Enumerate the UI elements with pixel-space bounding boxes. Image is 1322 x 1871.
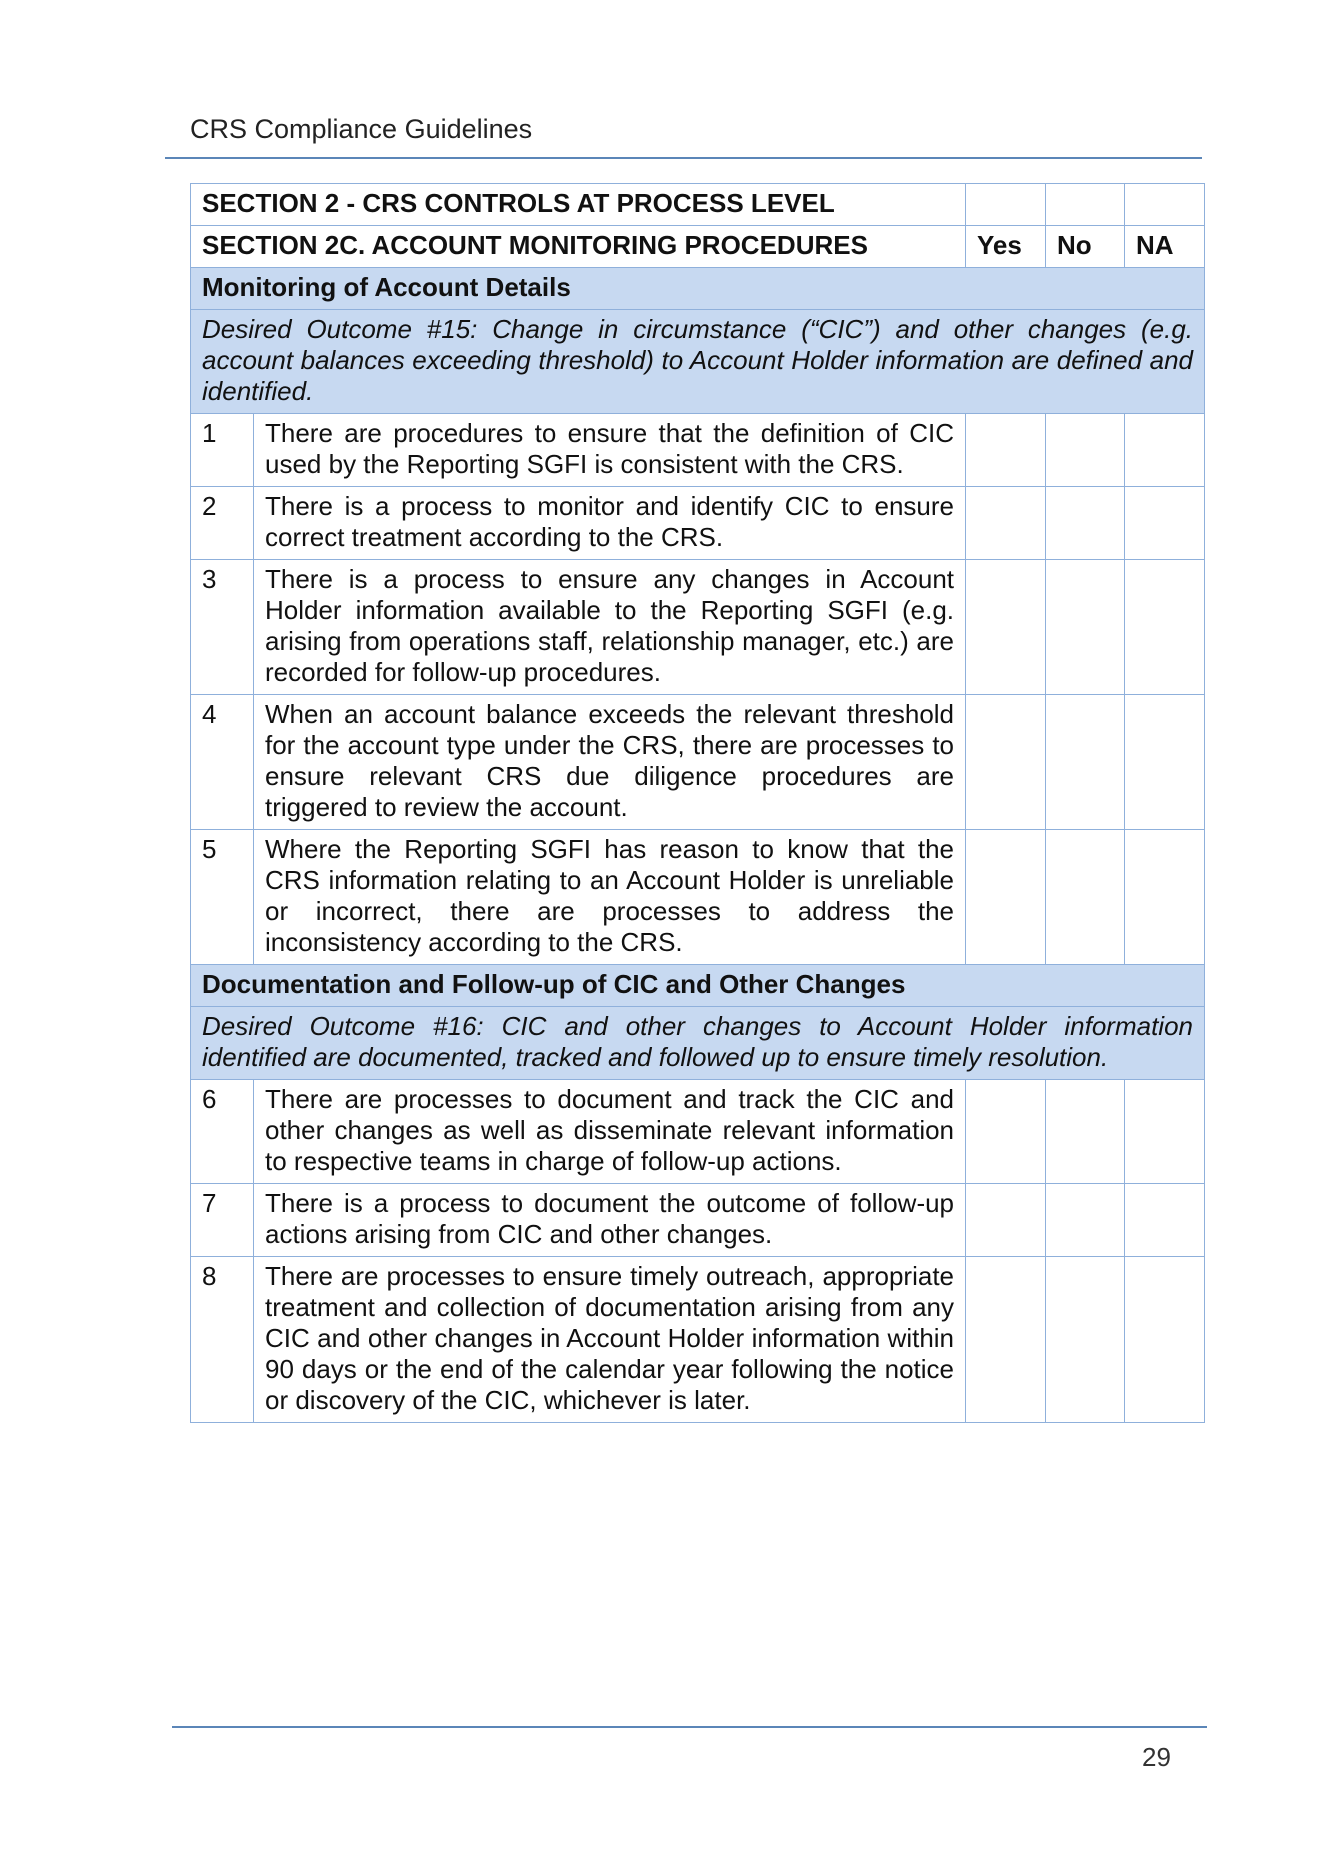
na-checkbox-cell[interactable] (1125, 1080, 1205, 1184)
checklist-item-row (191, 1184, 1205, 1257)
yes-checkbox-cell[interactable] (966, 487, 1046, 560)
na-checkbox-cell[interactable] (1125, 487, 1205, 560)
na-checkbox-cell[interactable] (1125, 1257, 1205, 1423)
no-checkbox-cell[interactable] (1046, 560, 1125, 695)
item-text: There are processes to ensure timely outreach, appropriate treatment and collection of documentation arising from any CIC and other changes in Account Holder information within 90 days or the end of the calendar year following the notice or discovery of the CIC, whichever is later. (254, 1257, 966, 1423)
checklist-item-row (191, 560, 1205, 695)
compliance-checklist-table (190, 183, 1205, 1423)
yes-checkbox-cell[interactable] (966, 1080, 1046, 1184)
no-checkbox-cell[interactable] (1046, 830, 1125, 965)
section-no-cell (1046, 184, 1125, 226)
desired-outcome-row (191, 310, 1205, 414)
group-heading: Documentation and Follow-up of CIC and Other Changes (191, 965, 1205, 1007)
item-text: Where the Reporting SGFI has reason to know that the CRS information relating to an Account Holder is unreliable or incorrect, there are processes to address the inconsistency according to the CRS. (254, 830, 966, 965)
item-number: 4 (191, 695, 254, 830)
no-checkbox-cell[interactable] (1046, 1080, 1125, 1184)
na-checkbox-cell[interactable] (1125, 560, 1205, 695)
item-text: There are processes to document and track the CIC and other changes as well as disseminate relevant information to respective teams in charge of follow-up actions. (254, 1080, 966, 1184)
no-checkbox-cell[interactable] (1046, 695, 1125, 830)
checklist-item-row (191, 1257, 1205, 1423)
group-heading-row (191, 965, 1205, 1007)
yes-checkbox-cell[interactable] (966, 830, 1046, 965)
item-text: When an account balance exceeds the relevant threshold for the account type under the CRS, there are processes to ensure relevant CRS due diligence procedures are triggered to review the account. (254, 695, 966, 830)
desired-outcome: Desired Outcome #15: Change in circumstance (“CIC”) and other changes (e.g. account balances exceeding threshold) to Account Holder information are defined and identified. (191, 310, 1205, 414)
yes-checkbox-cell[interactable] (966, 560, 1046, 695)
subsection-title: SECTION 2C. ACCOUNT MONITORING PROCEDURES (191, 226, 966, 268)
section-yes-cell (966, 184, 1046, 226)
section-title-row (191, 184, 1205, 226)
item-number: 8 (191, 1257, 254, 1423)
yes-checkbox-cell[interactable] (966, 1184, 1046, 1257)
yes-checkbox-cell[interactable] (966, 414, 1046, 487)
group-heading: Monitoring of Account Details (191, 268, 1205, 310)
desired-outcome-row (191, 1007, 1205, 1080)
header-rule (165, 157, 1202, 159)
page-header-title: CRS Compliance Guidelines (190, 114, 533, 144)
yes-checkbox-cell[interactable] (966, 1257, 1046, 1423)
item-text: There are procedures to ensure that the definition of CIC used by the Reporting SGFI is consistent with the CRS. (254, 414, 966, 487)
na-checkbox-cell[interactable] (1125, 1184, 1205, 1257)
footer-rule (172, 1726, 1207, 1728)
column-header-yes: Yes (966, 226, 1046, 268)
group-heading-row (191, 268, 1205, 310)
item-text: There is a process to monitor and identify CIC to ensure correct treatment according to the CRS. (254, 487, 966, 560)
desired-outcome: Desired Outcome #16: CIC and other changes to Account Holder information identified are documented, tracked and followed up to ensure timely resolution. (191, 1007, 1205, 1080)
item-number: 2 (191, 487, 254, 560)
section-title: SECTION 2 - CRS CONTROLS AT PROCESS LEVEL (191, 184, 966, 226)
item-number: 5 (191, 830, 254, 965)
no-checkbox-cell[interactable] (1046, 414, 1125, 487)
item-number: 3 (191, 560, 254, 695)
checklist-item-row (191, 487, 1205, 560)
no-checkbox-cell[interactable] (1046, 487, 1125, 560)
item-text: There is a process to ensure any changes in Account Holder information available to the Reporting SGFI (e.g. arising from operations staff, relationship manager, etc.) are recorded for follow-up procedures. (254, 560, 966, 695)
checklist-item-row (191, 1080, 1205, 1184)
na-checkbox-cell[interactable] (1125, 695, 1205, 830)
no-checkbox-cell[interactable] (1046, 1184, 1125, 1257)
na-checkbox-cell[interactable] (1125, 414, 1205, 487)
item-number: 1 (191, 414, 254, 487)
subsection-title-row (191, 226, 1205, 268)
yes-checkbox-cell[interactable] (966, 695, 1046, 830)
checklist-item-row (191, 414, 1205, 487)
column-header-na: NA (1125, 226, 1205, 268)
na-checkbox-cell[interactable] (1125, 830, 1205, 965)
item-number: 7 (191, 1184, 254, 1257)
page-number: 29 (1142, 1742, 1171, 1772)
column-header-no: No (1046, 226, 1125, 268)
item-text: There is a process to document the outcome of follow-up actions arising from CIC and other changes. (254, 1184, 966, 1257)
section-na-cell (1125, 184, 1205, 226)
checklist-item-row (191, 830, 1205, 965)
no-checkbox-cell[interactable] (1046, 1257, 1125, 1423)
checklist-item-row (191, 695, 1205, 830)
item-number: 6 (191, 1080, 254, 1184)
